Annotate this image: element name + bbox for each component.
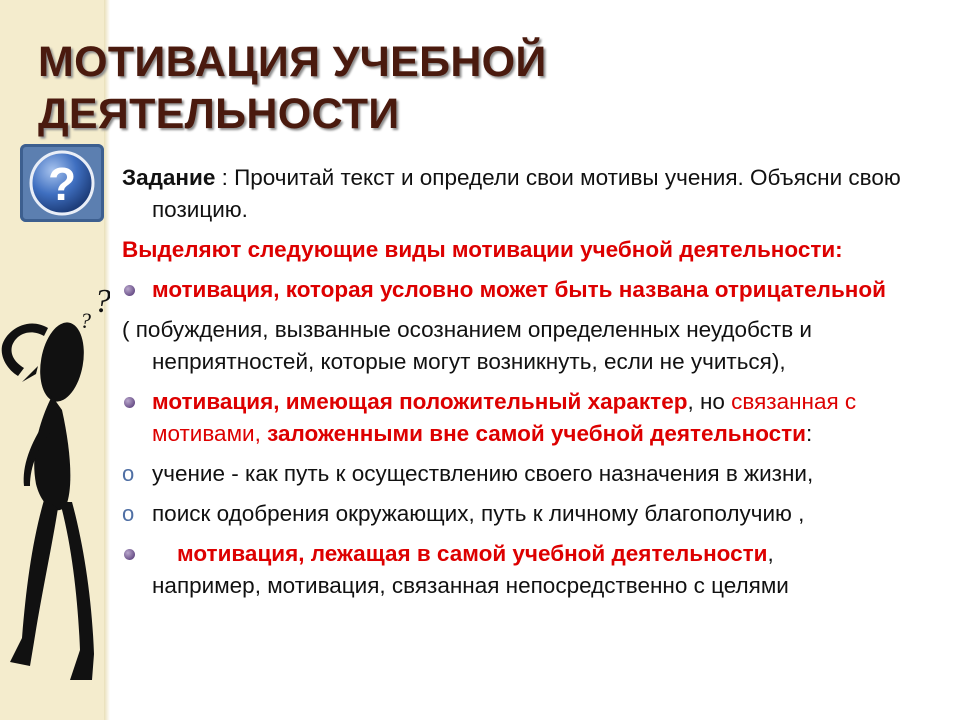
intrinsic-motivation-text: например, мотивация, связанная непосредственно с целями xyxy=(152,573,789,598)
positive-motivation-linked: связанная с мотивами, xyxy=(152,389,857,446)
question-mark-icon xyxy=(20,144,104,222)
svg-text:?: ? xyxy=(80,308,91,333)
svg-text:?: ? xyxy=(94,283,110,320)
sub-item-life-purpose xyxy=(122,458,952,490)
intro-heading: Выделяют следующие виды мотивации учебной деятельности: xyxy=(122,237,843,262)
title-line-1: МОТИВАЦИЯ УЧЕБНОЙ xyxy=(38,38,547,86)
positive-motivation-conj: , но xyxy=(687,389,732,414)
list-item-positive-motivation xyxy=(122,386,952,450)
sub-item-life-purpose-text: учение - как путь к осуществлению своего назначения в жизни, xyxy=(152,461,814,486)
circle-bullet-icon: o xyxy=(122,461,135,486)
negative-motivation-label: мотивация, которая условно может быть названа отрицательной xyxy=(152,277,886,302)
task-text: : Прочитай текст и определи свои мотивы учения. Объясни свою позицию. xyxy=(152,165,901,222)
positive-motivation-external: заложенными вне самой учебной деятельности xyxy=(267,421,807,446)
intrinsic-motivation-comma: , xyxy=(767,541,774,566)
svg-text:?: ? xyxy=(47,158,77,210)
list-item-intrinsic-motivation xyxy=(122,538,952,602)
positive-motivation-label: мотивация, имеющая положительный характер xyxy=(152,389,688,414)
circle-bullet-icon: o xyxy=(122,501,135,526)
positive-motivation-colon: : xyxy=(806,421,813,446)
task-label: Задание xyxy=(122,165,216,190)
slide-body xyxy=(122,162,952,602)
bullet-icon xyxy=(124,285,135,296)
title-line-2: ДЕЯТЕЛЬНОСТИ xyxy=(38,90,400,138)
task-paragraph xyxy=(122,162,952,226)
slide-title xyxy=(38,36,547,140)
intrinsic-motivation-label: мотивация, лежащая в самой учебной деятельности xyxy=(177,541,768,566)
sub-item-approval-text: поиск одобрения окружающих, путь к личному благополучию , xyxy=(152,501,805,526)
bullet-icon xyxy=(124,549,135,560)
bullet-icon xyxy=(124,397,135,408)
sub-item-approval xyxy=(122,498,952,530)
list-item-negative-motivation xyxy=(122,274,952,306)
thinking-person-figure xyxy=(0,270,110,725)
negative-motivation-note: ( побуждения, вызванные осознанием определенных неудобств и неприятностей, которые могут возникнуть, если не учиться), xyxy=(122,317,812,374)
